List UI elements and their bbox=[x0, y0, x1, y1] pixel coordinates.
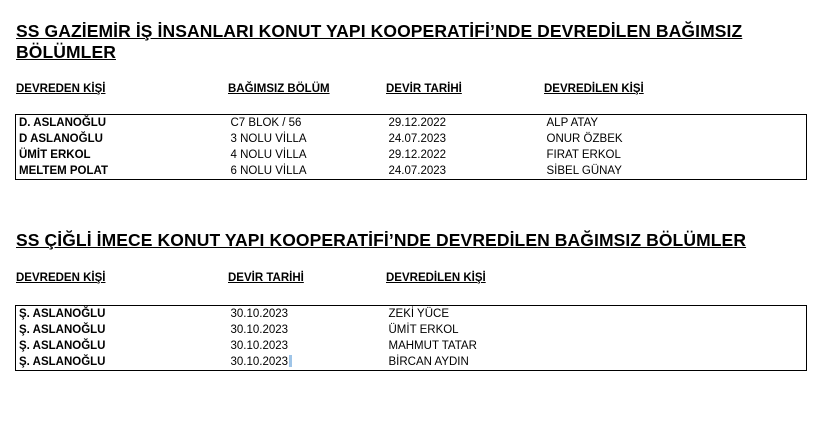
cell-devredilen: ÜMİT ERKOL bbox=[388, 324, 459, 336]
cell-devreden: Ş. ASLANOĞLU bbox=[19, 356, 106, 368]
cell-tarih: 29.12.2022 bbox=[388, 149, 447, 161]
cell-devreden: D. ASLANOĞLU bbox=[19, 117, 107, 129]
cell-devredilen: ZEKİ YÜCE bbox=[388, 308, 449, 320]
section2-title: SS ÇİĞLİ İMECE KONUT YAPI KOOPERATİFİ’NDE DEVREDİLEN BAĞIMSIZ BÖLÜMLER bbox=[16, 230, 747, 250]
header-devredilen-kisi: DEVREDİLEN KİŞİ bbox=[386, 272, 486, 284]
cell-tarih: 30.10.2023 bbox=[230, 340, 289, 352]
cell-devredilen: BİRCAN AYDIN bbox=[388, 356, 469, 368]
cell-devreden: MELTEM POLAT bbox=[19, 165, 109, 177]
cell-tarih: 30.10.2023 bbox=[230, 308, 289, 320]
section1-table bbox=[15, 114, 807, 180]
cell-devredilen: MAHMUT TATAR bbox=[388, 340, 477, 352]
cell-bolum: 4 NOLU VİLLA bbox=[230, 149, 307, 161]
cell-devredilen: FIRAT ERKOL bbox=[546, 149, 621, 161]
cell-devredilen: SİBEL GÜNAY bbox=[546, 165, 622, 177]
section1-title: SS GAZİEMİR İŞ İNSANLARI KONUT YAPI KOOPERATİFİ’NDE DEVREDİLEN BAĞIMSIZ BÖLÜMLER bbox=[16, 21, 743, 62]
header-devredilen-kisi: DEVREDİLEN KİŞİ bbox=[544, 83, 644, 95]
header-devir-tarihi: DEVİR TARİHİ bbox=[228, 272, 304, 284]
table-row bbox=[16, 338, 807, 354]
table-row bbox=[16, 147, 807, 163]
cell-tarih-value: 30.10.2023 bbox=[230, 356, 289, 368]
cell-bolum: 3 NOLU VİLLA bbox=[230, 133, 307, 145]
table-row bbox=[16, 131, 807, 147]
table-row bbox=[16, 322, 807, 338]
table-row bbox=[16, 163, 807, 180]
header-devir-tarihi: DEVİR TARİHİ bbox=[386, 83, 462, 95]
cell-devredilen: ONUR ÖZBEK bbox=[546, 133, 623, 145]
cell-devreden: Ş. ASLANOĞLU bbox=[19, 308, 106, 320]
cell-tarih: 29.12.2022 bbox=[388, 117, 447, 129]
cell-bolum: 6 NOLU VİLLA bbox=[230, 165, 307, 177]
table-row bbox=[16, 115, 807, 132]
cell-devreden: D ASLANOĞLU bbox=[19, 133, 103, 145]
cell-tarih[interactable] bbox=[228, 354, 386, 371]
cell-tarih: 24.07.2023 bbox=[388, 165, 447, 177]
header-bagimsiz-bolum: BAĞIMSIZ BÖLÜM bbox=[228, 83, 330, 95]
cell-devreden: ÜMİT ERKOL bbox=[19, 149, 91, 161]
section2-table bbox=[15, 305, 807, 371]
cell-devreden: Ş. ASLANOĞLU bbox=[19, 324, 106, 336]
cell-bolum: C7 BLOK / 56 bbox=[230, 117, 302, 129]
header-devreden-kisi: DEVREDEN KİŞİ bbox=[16, 83, 106, 95]
cell-devredilen: ALP ATAY bbox=[546, 117, 599, 129]
cell-devreden: Ş. ASLANOĞLU bbox=[19, 340, 106, 352]
header-devreden-kisi: DEVREDEN KİŞİ bbox=[16, 272, 106, 284]
cell-tarih: 30.10.2023 bbox=[230, 324, 289, 336]
text-cursor-highlight bbox=[289, 355, 292, 367]
cell-tarih: 24.07.2023 bbox=[388, 133, 447, 145]
table-row bbox=[16, 306, 807, 323]
table-row bbox=[16, 354, 807, 371]
